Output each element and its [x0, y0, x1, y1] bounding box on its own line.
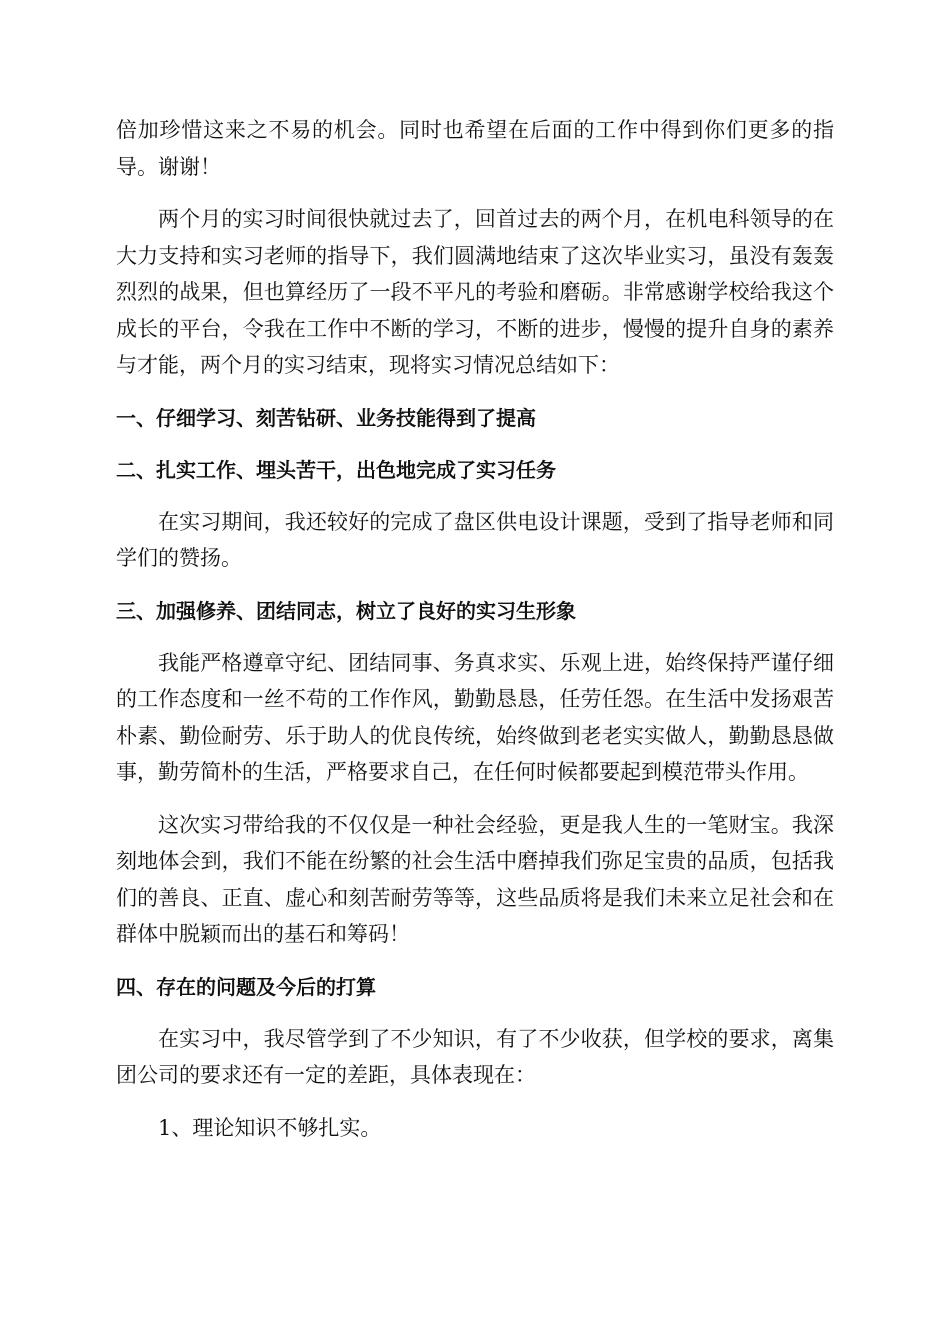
paragraph-discipline: 我能严格遵章守纪、团结同事、务真求实、乐观上进，始终保持严谨仔细的工作态度和一丝不苟的工作作风，勤勤恳恳，任劳任怨。在生活中发扬艰苦朴素、勤俭耐劳、乐于助人的优良传统，始终做到老老实实做人，勤勤恳恳做事，勤劳简朴的生活，严格要求自己，在任何时候都要起到模范带头作用。 [116, 650, 834, 784]
list-item-1: 1、理论知识不够扎实。 [158, 1115, 382, 1140]
section-heading-1: 一、仔细学习、刻苦钻研、业务技能得到了提高 [116, 405, 536, 430]
paragraph-problems: 在实习中，我尽管学到了不少知识，有了不少收获，但学校的要求，离集团公司的要求还有一定的差距，具体表现在： [116, 1026, 834, 1087]
document-page [116, 112, 834, 1146]
section-heading-4: 四、存在的问题及今后的打算 [116, 974, 376, 999]
paragraph-intro-continued: 倍加珍惜这来之不易的机会。同时也希望在后面的工作中得到你们更多的指导。谢谢！ [116, 118, 834, 179]
paragraph-internship-summary: 两个月的实习时间很快就过去了，回首过去的两个月，在机电科领导的在大力支持和实习老师的指导下，我们圆满地结束了这次毕业实习，虽没有轰轰烈烈的战果，但也算经历了一段不平凡的考验和磨砺。非常感谢学校给我这个成长的平台，令我在工作中不断的学习，不断的进步，慢慢的提升自身的素养与才能，两个月的实习结束，现将实习情况总结如下： [116, 207, 834, 377]
paragraph-design-task: 在实习期间，我还较好的完成了盘区供电设计课题，受到了指导老师和同学们的赞扬。 [116, 509, 834, 570]
section-heading-2: 二、扎实工作、埋头苦干，出色地完成了实习任务 [116, 457, 556, 482]
paragraph-experience: 这次实习带给我的不仅仅是一种社会经验，更是我人生的一笔财宝。我深刻地体会到，我们不能在纷繁的社会生活中磨掉我们弥足宝贵的品质，包括我们的善良、正直、虚心和刻苦耐劳等等，这些品质将是我们未来立足社会和在群体中脱颖而出的基石和筹码！ [116, 812, 834, 946]
section-heading-3: 三、加强修养、团结同志，树立了良好的实习生形象 [116, 598, 576, 623]
